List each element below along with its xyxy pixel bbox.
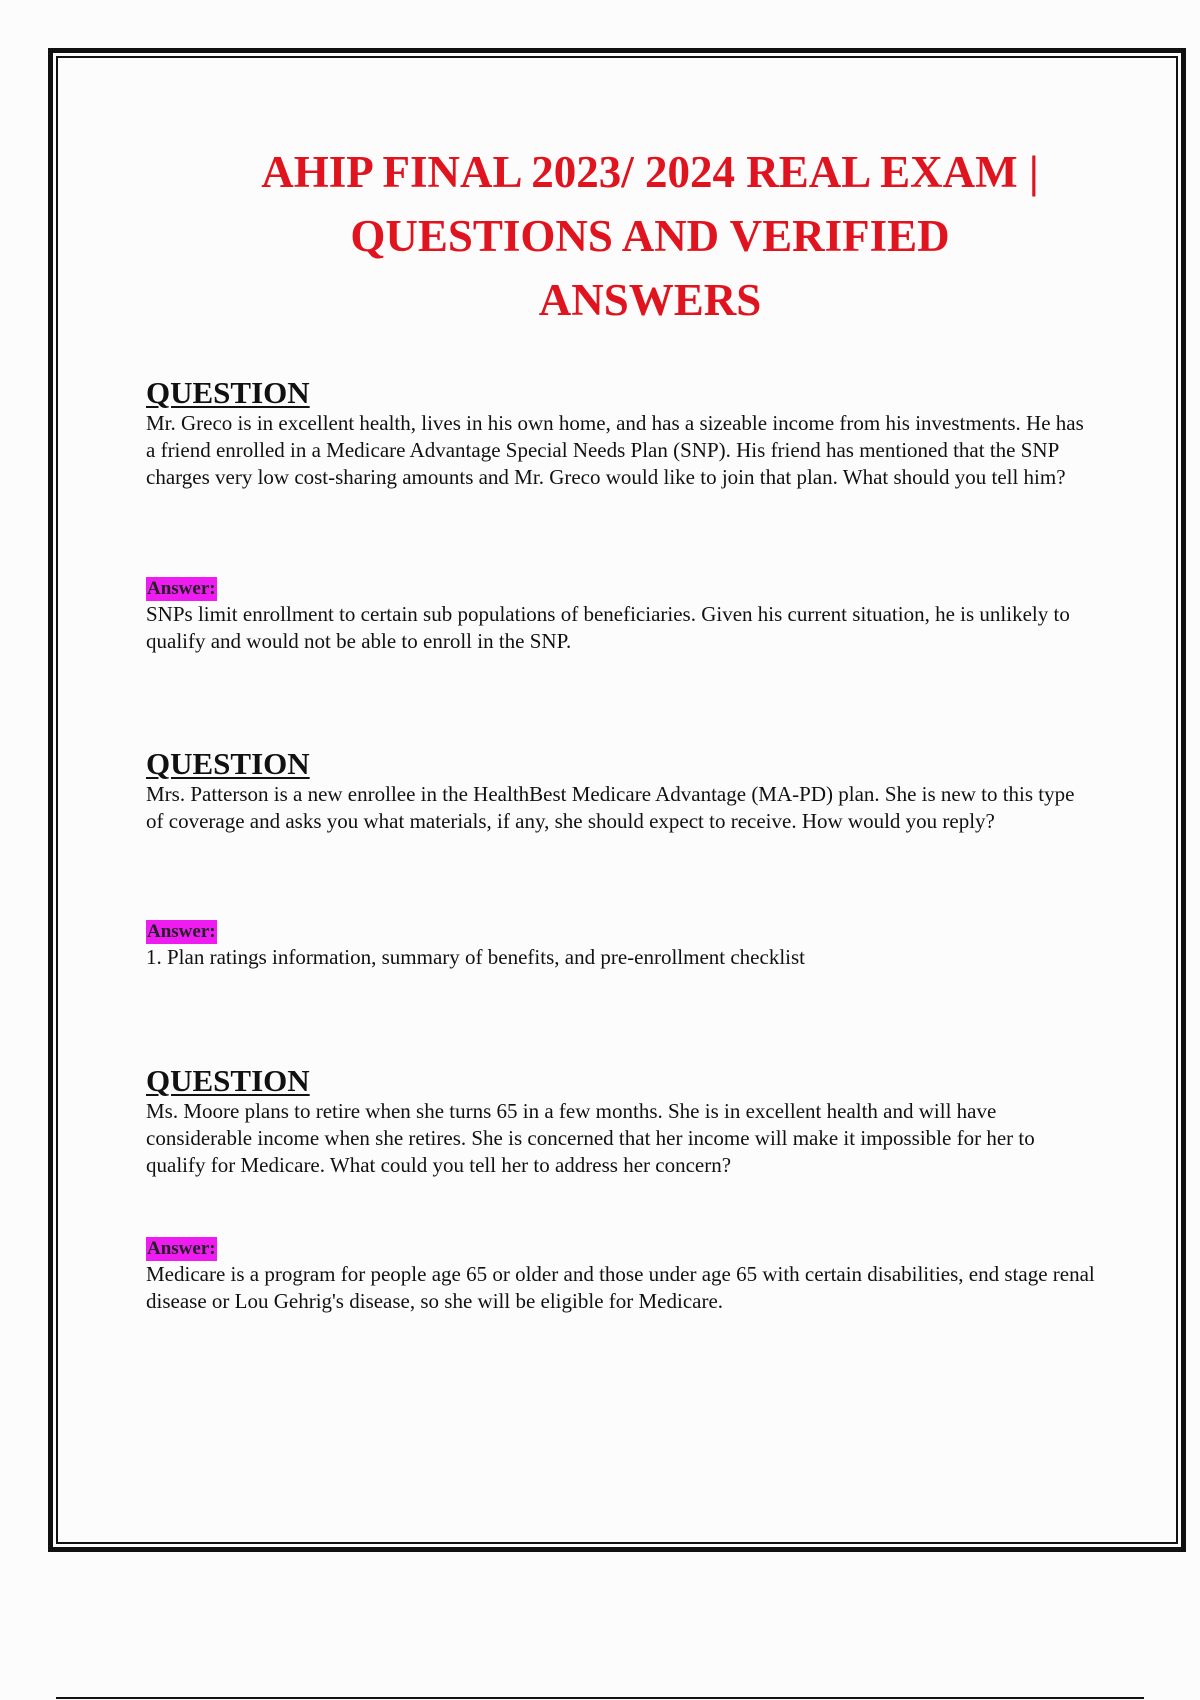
answer-text: SNPs limit enrollment to certain sub populations of beneficiaries. Given his current situation, he is unlikely to qualify and would not be able to enroll in the SNP. xyxy=(146,602,1070,653)
answer-text: Medicare is a program for people age 65 or older and those under age 65 with certain disabilities, end stage renal disease or Lou Gehrig's disease, so she will be eligible for Medicare. xyxy=(146,1262,1095,1313)
answer-label: Answer: xyxy=(147,921,216,942)
answer-block-2 xyxy=(146,920,1096,971)
question-text: Mr. Greco is in excellent health, lives in his own home, and has a sizeable income from his investments. He has a friend enrolled in a Medicare Advantage Special Needs Plan (SNP). His friend has mentioned that the SNP charges very low cost-sharing amounts and Mr. Greco would like to join that plan. What should you tell him? xyxy=(146,411,1084,489)
answer-block-3 xyxy=(146,1237,1096,1315)
footer-divider xyxy=(56,1697,1144,1699)
title-line: AHIP FINAL 2023/ 2024 REAL EXAM | xyxy=(261,147,1039,197)
question-heading: QUESTION xyxy=(146,375,310,410)
qa-item-3 xyxy=(146,1064,1096,1179)
question-text: Ms. Moore plans to retire when she turns 65 in a few months. She is in excellent health and will have considerable income when she retires. She is concerned that her income will make it impossible for her to qualify for Medicare. What could you tell her to address her concern? xyxy=(146,1099,1035,1177)
question-heading: QUESTION xyxy=(146,1063,310,1098)
document-title xyxy=(190,140,1110,332)
qa-item-1 xyxy=(146,376,1096,491)
title-line: ANSWERS xyxy=(538,275,762,325)
answer-text: 1. Plan ratings information, summary of benefits, and pre-enrollment checklist xyxy=(146,945,805,969)
question-text: Mrs. Patterson is a new enrollee in the HealthBest Medicare Advantage (MA-PD) plan. She is new to this type of coverage and asks you what materials, if any, she should expect to receive. How would you reply? xyxy=(146,782,1075,833)
qa-item-2 xyxy=(146,747,1096,835)
answer-label: Answer: xyxy=(147,1238,216,1259)
title-line: QUESTIONS AND VERIFIED xyxy=(350,211,950,261)
question-heading: QUESTION xyxy=(146,746,310,781)
answer-label: Answer: xyxy=(147,578,216,599)
answer-block-1 xyxy=(146,577,1096,655)
